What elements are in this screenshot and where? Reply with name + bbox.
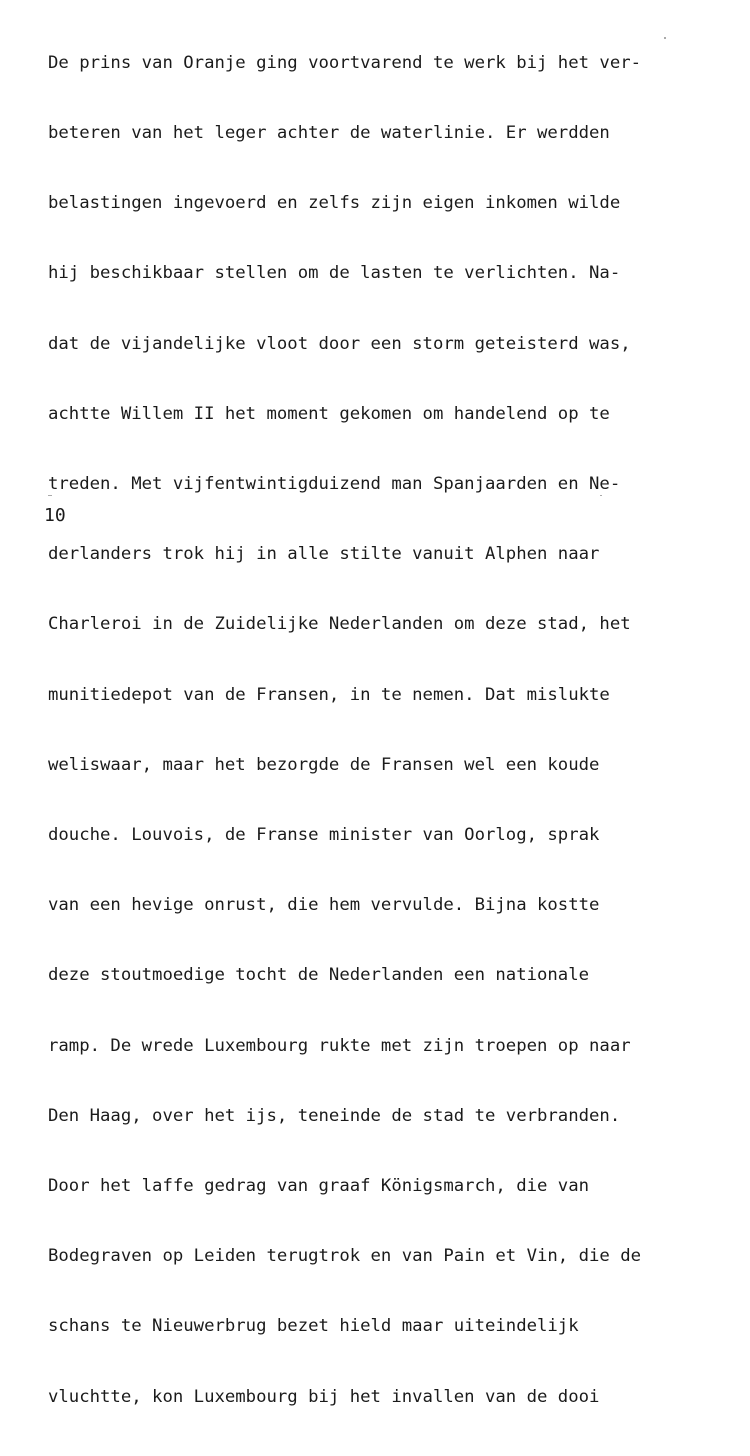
text-line: hij beschikbaar stellen om de lasten te verlichten. Na- xyxy=(48,263,621,284)
text-line: ramp. De wrede Luxembourg rukte met zijn troepen op naar xyxy=(48,1035,631,1056)
text-line: dat de vijandelijke vloot door een storm geteisterd was, xyxy=(48,333,631,354)
text-line: belastingen ingevoerd en zelfs zijn eigen inkomen wilde xyxy=(48,193,621,214)
text-line: treden. Met vijfentwintigduizend man Spanjaarden en Ne- xyxy=(48,474,621,495)
scan-speck xyxy=(48,495,52,496)
text-line: beteren van het leger achter de waterlinie. Er werdden xyxy=(48,123,610,144)
scan-speck xyxy=(664,37,666,39)
text-line: schans te Nieuwerbrug bezet hield maar uiteindelijk xyxy=(48,1316,579,1337)
text-line: achtte Willem II het moment gekomen om handelend op te xyxy=(48,403,610,424)
text-line: douche. Louvois, de Franse minister van Oorlog, sprak xyxy=(48,825,600,846)
text-line: munitiedepot van de Fransen, in te nemen. Dat mislukte xyxy=(48,684,610,705)
text-line: Door het laffe gedrag van graaf Königsmarch, die van xyxy=(48,1176,590,1197)
text-line: vluchtte, kon Luxembourg bij het invallen van de dooi xyxy=(48,1386,600,1407)
text-line: weliswaar, maar het bezorgde de Fransen wel een koude xyxy=(48,754,600,775)
text-line: De prins van Oranje ging voortvarend te werk bij het ver- xyxy=(48,52,642,73)
text-line: van een hevige onrust, die hem vervulde. Bijna kostte xyxy=(48,895,600,916)
text-line: derlanders trok hij in alle stilte vanuit Alphen naar xyxy=(48,544,600,565)
text-line: Charleroi in de Zuidelijke Nederlanden om deze stad, het xyxy=(48,614,631,635)
page-number: 10 xyxy=(44,505,66,526)
text-line: deze stoutmoedige tocht de Nederlanden een nationale xyxy=(48,965,590,986)
scan-speck xyxy=(600,495,602,496)
text-line: Bodegraven op Leiden terugtrok en van Pain et Vin, die de xyxy=(48,1246,642,1267)
text-line: Den Haag, over het ijs, teneinde de stad te verbranden. xyxy=(48,1105,621,1126)
body-text xyxy=(48,5,738,1456)
